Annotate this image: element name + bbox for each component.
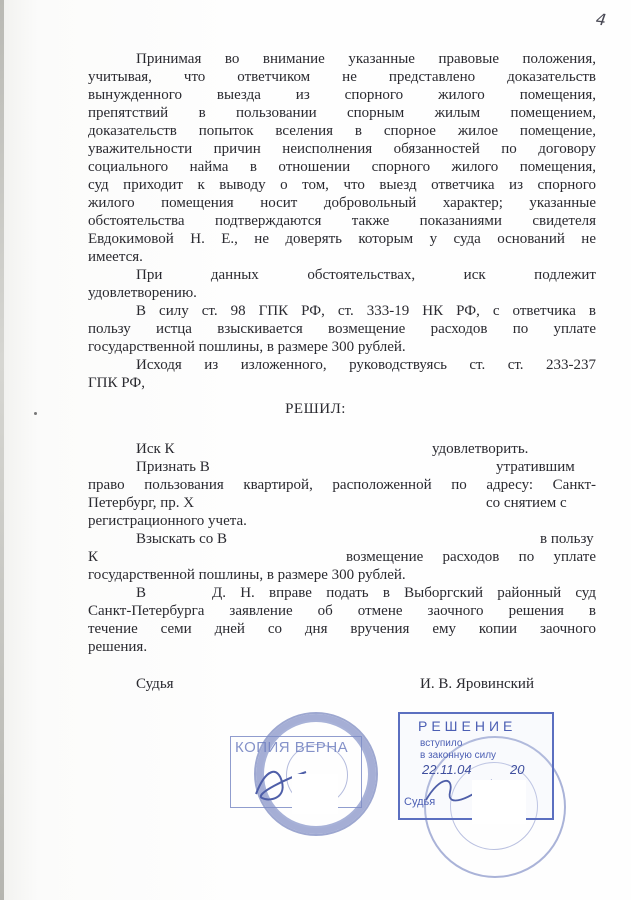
resolution-line-end: в пользу	[540, 531, 594, 547]
resolution-line-end: удовлетворить.	[432, 441, 529, 457]
resolution-line: Признать В	[136, 459, 210, 475]
text-line: обстоятельства подтверждаются также показаниями свидетеля	[88, 213, 596, 229]
text-line: социального найма в отношении спорного жилого помещения,	[88, 159, 596, 175]
redaction-box	[292, 774, 338, 814]
resolution-line: право пользования квартирой, расположенной по адресу: Санкт-	[88, 477, 596, 493]
text-line: уважительности причин неисполнения обязанностей по договору	[88, 141, 596, 157]
signature-name: И. В. Яровинский	[420, 676, 534, 692]
text-line: препятствий в пользовании спорным жилым помещением,	[88, 105, 596, 121]
resolution-line-end: Д. Н. вправе подать в Выборгский районный суд	[212, 585, 596, 601]
resolution-line: Петербург, пр. Х	[88, 495, 195, 511]
resolution-line: Взыскать со В	[136, 531, 228, 547]
text-line: доказательств попыток вселения в спорное жилое помещение,	[88, 123, 596, 139]
resolution-line-end: возмещение расходов по уплате	[346, 549, 596, 565]
text-line: имеется.	[88, 249, 143, 265]
copy-stamp-label: КОПИЯ ВЕРНА	[235, 739, 349, 756]
resolution-line: регистрационного учета.	[88, 513, 247, 529]
text-line: ГПК РФ,	[88, 375, 145, 391]
text-line: Принимая во внимание указанные правовые положения,	[136, 51, 596, 67]
resolution-line: В	[136, 585, 147, 601]
text-line: Евдокимовой Н. Е., не доверять которым у суда оснований не	[88, 231, 596, 247]
redaction-box	[472, 780, 526, 824]
text-line: вынужденного выезда из спорного жилого помещения,	[88, 87, 596, 103]
decision-stamp-line: вступило	[420, 738, 463, 749]
text-line: суд приходит к выводу о том, что выезд ответчика из спорного	[88, 177, 596, 193]
resolution-line: государственной пошлины, в размере 300 рублей.	[88, 567, 406, 583]
resolution-line-end: со снятием с	[486, 495, 567, 511]
page-number: 4	[594, 9, 608, 30]
resolution-line: Санкт-Петербурга заявление об отмене заочного решения в	[88, 603, 596, 619]
scan-dot	[34, 412, 37, 415]
decision-stamp-sign: Судья	[404, 796, 436, 808]
text-line: жилого помещения носит добровольный характер; указанные	[88, 195, 596, 211]
decision-stamp-date: 22.11.04	[422, 762, 472, 777]
signature-role: Судья	[136, 676, 174, 692]
resolution-line-end: утратившим	[496, 459, 575, 475]
text-line: удовлетворению.	[88, 285, 197, 301]
text-line: Исходя из изложенного, руководствуясь ст. ст. 233-237	[136, 357, 596, 373]
text-line: пользу истца взыскивается возмещение расходов по уплате	[88, 321, 596, 337]
decision-stamp-year: 20	[510, 762, 525, 777]
decision-stamp-line: в законную силу	[420, 750, 497, 761]
resolution-text: Иск К	[136, 441, 175, 457]
decision-stamp-title: РЕШЕНИЕ	[418, 718, 517, 734]
text-line: учитывая, что ответчиком не представлено доказательств	[88, 69, 596, 85]
resolution-line: решения.	[88, 639, 148, 655]
text-line: При данных обстоятельствах, иск подлежит	[136, 267, 596, 283]
text-line: В силу ст. 98 ГПК РФ, ст. 333-19 НК РФ, с ответчика в	[136, 303, 596, 319]
resolution-line: К	[88, 549, 99, 565]
text-line: государственной пошлины, в размере 300 рублей.	[88, 339, 406, 355]
resolution-line: течение семи дней со дня вручения ему копии заочного	[88, 621, 596, 637]
resolution-heading: РЕШИЛ:	[285, 401, 346, 417]
